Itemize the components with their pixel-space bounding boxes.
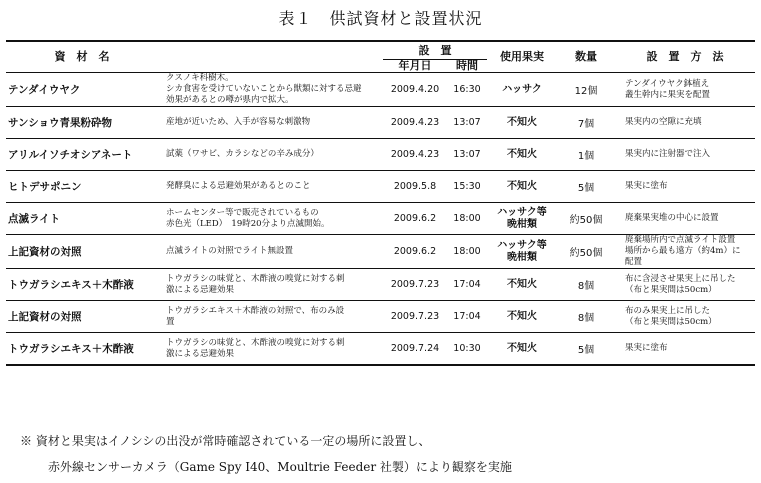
method-line: （布と果実間は50cm） <box>625 284 717 295</box>
time-cell: 13:07 <box>447 107 487 139</box>
table-row <box>6 73 755 107</box>
fruit-line: 不知火 <box>507 148 537 160</box>
description-line: トウガラシの味覚と、木酢液の嗅覚に対する刺 <box>166 337 345 348</box>
fruit-line: 晩柑類 <box>507 251 537 263</box>
description-line: トウガラシの味覚と、木酢液の嗅覚に対する刺 <box>166 273 345 284</box>
quantity-cell: 1個 <box>557 139 615 171</box>
description-cell <box>158 73 383 107</box>
method-line: 廃棄果実堆の中心に設置 <box>625 213 719 223</box>
quantity-cell: 約50個 <box>557 203 615 235</box>
description-line: 試薬（ワサビ、カラシなどの辛み成分） <box>166 149 319 159</box>
method-cell <box>615 107 755 139</box>
method-line: 場所から最も遠方（約4m）に <box>625 246 741 256</box>
description-line: 激による忌避効果 <box>166 284 235 295</box>
header-quantity: 数量 <box>575 50 597 63</box>
description-cell <box>158 269 383 301</box>
fruit-line: ハッサク等 <box>497 239 547 251</box>
quantity-cell: 12個 <box>557 73 615 107</box>
description-line: 発酵臭による忌避効果があるとのこと <box>166 181 311 191</box>
method-line: 廃棄場所内で点滅ライト設置 <box>625 235 736 245</box>
fruit-cell <box>487 203 557 235</box>
table-row <box>6 235 755 269</box>
method-cell <box>615 269 755 301</box>
date-cell: 2009.5.8 <box>383 171 447 203</box>
description-line: トウガラシエキス＋木酢液の対照で、布のみ設 <box>166 305 345 316</box>
table-row <box>6 333 755 366</box>
method-line: 果実内の空隙に充填 <box>625 117 702 127</box>
description-line: 効果があるとの噂が県内で拡大。 <box>166 95 294 105</box>
header-time: 時間 <box>456 59 478 72</box>
description-line: ホームセンター等で販売されているもの <box>166 207 319 218</box>
table-body <box>6 73 755 366</box>
header-description <box>158 41 383 73</box>
fruit-line: 不知火 <box>507 278 537 290</box>
fruit-line: ハッサク等 <box>497 206 547 218</box>
table-row <box>6 301 755 333</box>
method-cell <box>615 139 755 171</box>
time-cell: 18:00 <box>447 235 487 269</box>
date-cell: 2009.7.23 <box>383 301 447 333</box>
fruit-cell <box>487 107 557 139</box>
date-cell: 2009.6.2 <box>383 203 447 235</box>
material-name-cell: トウガラシエキス＋木酢液 <box>6 333 158 366</box>
time-cell: 17:04 <box>447 269 487 301</box>
description-line: 点滅ライトの対照でライト無設置 <box>166 246 293 256</box>
material-name-cell: ヒトデサポニン <box>6 171 158 203</box>
date-cell: 2009.7.24 <box>383 333 447 366</box>
description-line: シカ食害を受けていないことから獣類に対する忌避 <box>166 84 362 94</box>
material-name-cell: 上記資材の対照 <box>6 301 158 333</box>
description-cell <box>158 235 383 269</box>
fruit-cell <box>487 139 557 171</box>
material-name-cell: アリルイソチオシアネート <box>6 139 158 171</box>
header-fruit: 使用果実 <box>500 50 544 63</box>
materials-table <box>6 40 755 366</box>
description-cell <box>158 107 383 139</box>
quantity-cell: 8個 <box>557 269 615 301</box>
method-line: 果実に塗布 <box>625 343 668 353</box>
fruit-line: ハッサク <box>502 83 542 95</box>
fruit-line: 不知火 <box>507 310 537 322</box>
date-cell: 2009.4.20 <box>383 73 447 107</box>
fruit-cell <box>487 269 557 301</box>
table-row <box>6 139 755 171</box>
table-row <box>6 269 755 301</box>
description-line: 激による忌避効果 <box>166 348 235 359</box>
time-cell: 10:30 <box>447 333 487 366</box>
description-cell <box>158 139 383 171</box>
time-cell: 18:00 <box>447 203 487 235</box>
table-row <box>6 171 755 203</box>
quantity-cell: 5個 <box>557 333 615 366</box>
time-cell: 16:30 <box>447 73 487 107</box>
date-cell: 2009.7.23 <box>383 269 447 301</box>
quantity-cell: 7個 <box>557 107 615 139</box>
material-name-cell: サンショウ青果粉砕物 <box>6 107 158 139</box>
header-material-name: 資 材 名 <box>54 50 110 63</box>
footnote-line-2: 赤外線センサーカメラ（Game Spy I40、Moultrie Feeder 社製）により観察を実施 <box>48 460 512 474</box>
fruit-cell <box>487 301 557 333</box>
method-line: 配置 <box>625 257 643 267</box>
time-cell: 13:07 <box>447 139 487 171</box>
time-cell: 17:04 <box>447 301 487 333</box>
description-cell <box>158 333 383 366</box>
description-cell <box>158 301 383 333</box>
header-method: 設 置 方 法 <box>646 50 724 63</box>
table-title: 表１ 供試資材と設置状況 <box>278 9 483 28</box>
method-cell <box>615 333 755 366</box>
material-name-cell: テンダイウヤク <box>6 73 158 107</box>
table-row <box>6 107 755 139</box>
date-cell: 2009.6.2 <box>383 235 447 269</box>
time-cell: 15:30 <box>447 171 487 203</box>
description-line: 赤色光（LED） 19時20分より点滅開始。 <box>166 218 330 229</box>
date-cell: 2009.4.23 <box>383 107 447 139</box>
method-line: 果実内に注射器で注入 <box>625 149 711 159</box>
fruit-line: 不知火 <box>507 116 537 128</box>
fruit-line: 晩柑類 <box>507 218 537 230</box>
method-cell <box>615 73 755 107</box>
quantity-cell: 8個 <box>557 301 615 333</box>
method-line: 布に含浸させ果実上に吊した <box>625 273 736 284</box>
material-name-cell: 上記資材の対照 <box>6 235 158 269</box>
method-line: テンダイウヤク鉢植え <box>625 78 710 89</box>
method-cell <box>615 235 755 269</box>
method-cell <box>615 171 755 203</box>
method-line: 布のみ果実上に吊した <box>625 305 711 316</box>
description-cell <box>158 203 383 235</box>
fruit-cell <box>487 73 557 107</box>
fruit-cell <box>487 171 557 203</box>
fruit-cell <box>487 333 557 366</box>
description-cell <box>158 171 383 203</box>
table-row <box>6 203 755 235</box>
fruit-line: 不知火 <box>507 342 537 354</box>
description-line: クスノキ科樹木。 <box>166 73 234 83</box>
fruit-line: 不知火 <box>507 180 537 192</box>
material-name-cell: 点滅ライト <box>6 203 158 235</box>
description-line: 産地が近いため、入手が容易な刺激物 <box>166 117 311 127</box>
header-installation: 設 置 <box>383 41 487 60</box>
method-cell <box>615 301 755 333</box>
description-line: 置 <box>166 316 175 327</box>
method-line: 叢生幹内に果実を配置 <box>625 89 711 100</box>
method-cell <box>615 203 755 235</box>
fruit-cell <box>487 235 557 269</box>
method-line: 果実に塗布 <box>625 181 668 191</box>
header-date: 年月日 <box>398 59 432 72</box>
material-name-cell: トウガラシエキス＋木酢液 <box>6 269 158 301</box>
quantity-cell: 約50個 <box>557 235 615 269</box>
footnote-line-1: ※ 資材と果実はイノシシの出没が常時確認されている一定の場所に設置し、 <box>20 434 431 448</box>
date-cell: 2009.4.23 <box>383 139 447 171</box>
quantity-cell: 5個 <box>557 171 615 203</box>
method-line: （布と果実間は50cm） <box>625 316 717 327</box>
